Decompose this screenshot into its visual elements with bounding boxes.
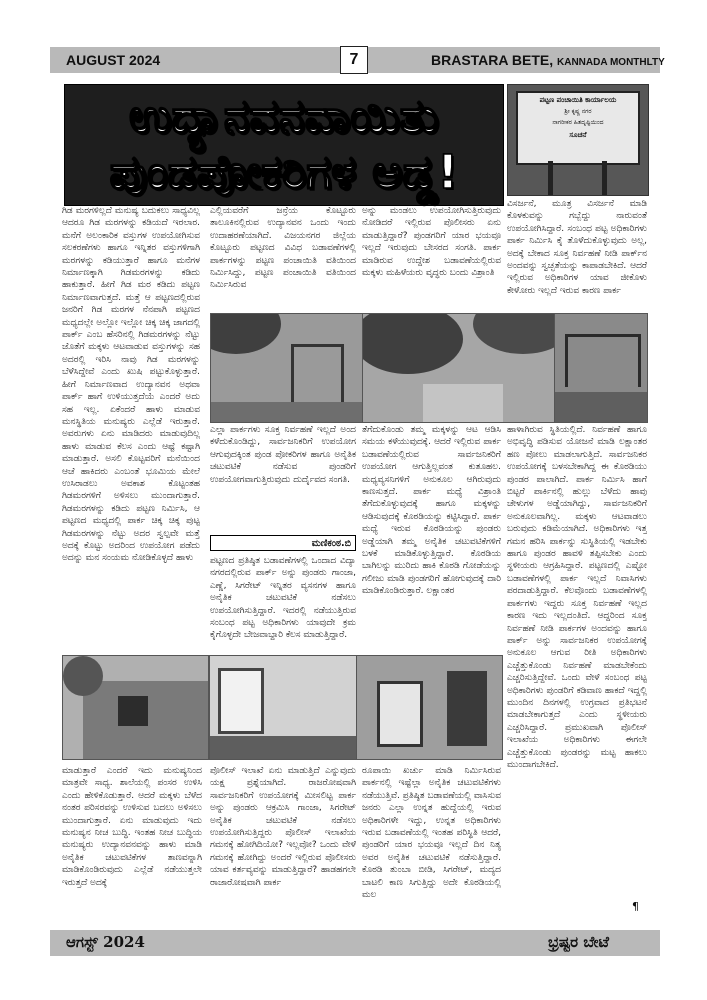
article-col1-top: ಗಿಡ ಮರಗಳಿಲ್ಲದೆ ಮನುಷ್ಯ ಬದುಕಲು ಸಾಧ್ಯವಿಲ್ಲ ಆದರೂ ಗಿಡ ಮರಗಳನ್ನು ಕಡಿಯದೆ ಇರಲಾರ. ಮನೆಗೆ ಅಲಂಕಾರಿಕ ವಸ್ತುಗಳ ಉಪಯೋಗಿಸುವ ಸಲಕರಣೆಗಳು ಹಾಗೂ ಇನ್ನಿತರ ವಸ್ತುಗಳಿಗಾಗಿ ಮರಗಳನ್ನು ಕಡಿಯುತ್ತಾರೆ ಹಾಗೂ ಮನೆಗಳ ನಿರ್ಮಾಣಕ್ಕಾಗಿ ಗಿಡಮರಗಳನ್ನು ಕಡಿದು ಹಾಕುತ್ತಾರೆ. ಹೀಗೆ ಗಿಡ ಮರ ಕಡಿದು ಪಟ್ಟಣ ನಿರ್ಮಾಣವಾಗುತ್ತದೆ. ಮತ್ತೆ ಆ ಪಟ್ಟಣದಲ್ಲಿರುವ ಜನರಿಗೆ ಗಿಡ ಮರಗಳ ನೆನಪಾಗಿ ಪಟ್ಟಣದ ಮಧ್ಯದಲ್ಲೇ ಅಲ್ಲೋ ಇಲ್ಲೋ ಚಿಕ್ಕ ಚಿಕ್ಕ ಜಾಗದಲ್ಲಿ ಪಾರ್ಕ್ ಎಂಬ ಹೆಸರಿನಲ್ಲಿ ಗಿಡಮರಗಳನ್ನು ನೆಟ್ಟು ಜೊತೆಗೆ ಮಕ್ಕಳು ಆಟವಾಡುವ ವಸ್ತುಗಳನ್ನು ಸಹ ಅದರಲ್ಲಿ ಇರಿಸಿ ನಾವು ಗಿಡ ಮರಗಳನ್ನು ಬೆಳೆಸಿದ್ದೇವೆ ಎಂದು ಖುಷಿ ಪಟ್ಟುಕೊಳ್ಳುತ್ತಾರೆ. ಹೀಗೆ ನಿರ್ಮಾಣವಾದ ಉದ್ಯಾನವನ ಅಥವಾ ಪಾರ್ಕ್ ಹಾಗೆ ಉಳಿಯುತ್ತದೆಯೆ ಎಂದರೆ ಅದು ಸಹ ಇಲ್ಲ. ಏಕೆಂದರೆ ಹಾಳು ಮಾಡುವ ಮನಸ್ಥಿತಿಯ ಮನುಷ್ಯರು ಎಲ್ಲೆಡೆ ಇರುತ್ತಾರೆ. ಅವರುಗಳು ಏನು ಮಾಡಿದರು ಮಾಡುವುದಿಲ್ಲ ಹಾಳು ಮಾಡುವ ಕೆಲಸ ಎಂದು ಆಷ್ಟೆ ಕಷ್ಟಾಗಿ ಮಾಡುತ್ತಾರೆ. ಅಸಲಿ ಕೊಟ್ಟವರಿಗೆ ಮನೆಯಿಂದ ಆಚೆ ಹಾಕಿದರು ಎಂಬಂತೆ ಭೂಮಿಯ ಮೇಲೆ ಉಸಿರಾಡಲು ಅವಕಾಶ ಕೊಟ್ಟಂತಹ ಗಿಡಮರಗಳಿಗೆ ಅಳಿಸಲು ಮುಂದಾಗುತ್ತಾರೆ. ಗಿಡಮರಗಳನ್ನು ಕಡಿದು ಪಟ್ಟಣ ನಿರ್ಮಿಸಿ, ಆ ಪಟ್ಟಣದ ಮಧ್ಯದಲ್ಲಿ ಪಾರ್ಕ ಚಿಕ್ಕ ಚಿಕ್ಕ ಪುಟ್ಟ ಗಿಡಮರಗಳನ್ನು ನೆಟ್ಟು ಅದರ ಸ್ವಲ್ಪವೇ ಮತ್ತೆ ಅದಕ್ಕೆ ಕೊಟ್ಟು ಅದರಿಂದ ಉಪಯೋಗ ಪಡೆದು ಅದನ್ನು ಮನ ಸಂಯಮ ನೋಡಿಕೊಳ್ಳದೆ ಹಾಳು	[62, 206, 200, 564]
article-col2-top: ಎಲ್ಲಿಯವರೆಗೆ ಜನ್ರೆಯ ಕೊಟ್ಟೂರು ತಾಲೂಕಿನಲ್ಲಿರುವ ಉದ್ಯಾನವನ ಒಂದು ಇಂದು ಉದಾಹರಣೆಯಾಗಿದೆ. ವಿಜಯನಗರ ಜಿಲ್ಲೆಯ ಕೊಟ್ಟೂರು ಪಟ್ಟಣದ ವಿವಿಧ ಬಡಾವಣೆಗಳಲ್ಲಿ ಪಾರ್ಕಗಳನ್ನು ಪಟ್ಟಣ ಪಂಚಾಯಿತಿ ವತಿಯಿಂದ ನಿರ್ಮಿಸಿದ್ದು, ಪಟ್ಟಣ ಪಂಚಾಯಿತಿ ವತಿಯಿಂದ ನಿರ್ಮಿಸಿರುವ	[210, 206, 356, 291]
byline-box	[210, 535, 356, 551]
signboard	[516, 91, 640, 165]
article-col3-top: ಅನ್ನು ಮಂಡಲು ಉಪಯೋಗಿಸುತ್ತಿರುವುದು ನೋಡಿದರೆ ಇಲ್ಲಿರುವ ಪೊಲೀಸರು ಏನು ಮಾಡುತ್ತಿದ್ದಾರೆ? ಪುಂಡಗರಿಗೆ ಯಾರ ಭಯವೂ ಇಲ್ಲದೆ ಇರುವುದು ಬೇಸರದ ಸಂಗತಿ. ಪಾರ್ಕ ಮಾಡಿರುವ ಉದ್ದೇಶ ಬಡಾವಣೆಯಲ್ಲಿರುವ ಮಕ್ಕಳು ಮಹಿಳೆಯರು ವೃದ್ಧರು ಬಂದು ವಿಶ್ರಾಂತಿ	[362, 206, 501, 279]
sign-line-3: ನಾಗರೀಕರ ಹಿತದೃಷ್ಟಿಯಿಂದ	[552, 119, 604, 126]
ground	[211, 402, 363, 422]
tree	[473, 313, 556, 354]
sign-line-2: ಶ್ರೀ ಕೃಷ್ಣ ನಗರ	[564, 108, 592, 115]
article-col3-mid: ತೆಗೆದುಕೊಂಡು ತಮ್ಮ ಮಕ್ಕಳನ್ನು ಆಟ ಆಡಿಸಿ ಸಮಯ ಕಳೆಯುವುದಕ್ಕೆ. ಆದರೆ ಇಲ್ಲಿರುವ ಪಾರ್ಕ ಬಡಾವಣೆಯಲ್ಲಿರುವ ಸಾರ್ವಜನಿಕರಿಗೆ ಉಪಯೋಗ ಆಗುತ್ತಿಲ್ಲವಂತ ಕುತೂಹಲ. ಮಧ್ಯವ್ಯಸನಿಗಳಿಗೆ ಅನುಕೂಲ ಆಗಿರುವುದು ಕಾಣಸುತ್ತದೆ. ಪಾರ್ಕ ಮಧ್ಯೆ ವಿಶ್ರಾಂತಿ ತೆಗೆದುಕೊಳ್ಳುವುದಕ್ಕೆ ಹಾಗೂ ಮಕ್ಕಳನ್ನು ಆಡಿಸುವುದಕ್ಕೆ ಕೊಠಡಿಯನ್ನು ಕಟ್ಟಿಸಿದ್ದಾರೆ. ಪಾರ್ಕ ಮಧ್ಯೆ ಇರುವ ಕೊಠಡಿಯನ್ನು ಪುಂಡರು ಅಡ್ಡೆಯಾಗಿ ತಮ್ಮ ಅನೈತಿಕ ಚಟುವಟಿಕೆಗಳಿಗೆ ಬಳಕೆ ಮಾಡಿಕೊಳ್ಳುತ್ತಿದ್ದಾರೆ. ಕೊಠಡಿಯ ಬಾಗಿಲನ್ನು ಮುರಿದು ಹಾಕಿ ಕೊಠಡಿ ಗೋಡೆಯನ್ನು ಗಲೀಜು ಮಾಡಿ ಪುಂಡಗರಿಗೆ ಹೋಗುವುದಕ್ಕೆ ದಾರಿ ಮಾಡಿಕೊಂಡಿರುತ್ತಾರೆ. ಲಕ್ಷಾಂತರ	[362, 425, 501, 597]
article-col2-bot: ಪೊಲೀಸ್ ಇಲಾಖೆ ಏನು ಮಾಡುತ್ತಿದೆ ಎನ್ನುವುದು ಯಕ್ಷ ಪ್ರಶ್ನೆಯಾಗಿದೆ. ರಾಜರೋಷವಾಗಿ ಸಾರ್ವಜನಿಕರಿಗೆ ಉಪಯೋಗಕ್ಕೆ ಮೀಸಲಿಟ್ಟ ಪಾರ್ಕ ಅನ್ನು ಪುಂಡರು ಆಕ್ರಮಿಸಿ ಗಾಂಜಾ, ಸಿಗರೇಟ್ ಅನೈತಿಕ ಚಟುವಟಿಕೆ ನಡೆಸಲು ಉಪಯೋಗಿಸುತ್ತಿದ್ದರು ಪೊಲೀಸ್ ಇಲಾಖೆಯ ಗಮನಕ್ಕೆ ಹೋಗಿದಿಯೋ? ಇಲ್ಲವೋ? ಒಂದು ವೇಳೆ ಗಮನಕ್ಕೆ ಹೋಗಿದ್ದು ಅಂದರೆ ಇಲ್ಲಿರುವ ಪೊಲೀಸರು ಯಾವ ಕರ್ತವ್ಯವನ್ನು ಮಾಡುತ್ತಿದ್ದಾರೆ? ಹಾಡಹಗಲೇ ರಾಜಾರೋಷವಾಗಿ ಪಾರ್ಕ	[210, 766, 356, 888]
ground	[555, 392, 647, 422]
headline-box	[64, 84, 504, 206]
footer-date: ಆಗಸ್ಟ್ 2024	[66, 933, 145, 951]
building-window	[118, 696, 148, 726]
tree	[210, 313, 281, 354]
park-swing-photo	[210, 313, 364, 423]
sign-line-4: ಸೂಚನೆ	[569, 131, 587, 139]
swing-bar	[291, 344, 344, 347]
doorway	[447, 671, 487, 746]
building-exterior-photo	[62, 655, 209, 760]
page-number: 7	[340, 46, 368, 74]
walking-path	[423, 384, 503, 422]
article-col1-bot: ಮಾಡುತ್ತಾರೆ ಎಂದರೆ ಇದು ಮನುಷ್ಯನಿಂದ ಮಾತ್ರವೇ ಸಾಧ್ಯ. ಶಾಲೆಯಲ್ಲಿ ಪಂಸರ ಉಳಿಸಿ ಎಂದು ಹೇಳಿಕೊಡುತ್ತಾರೆ. ಆದರೆ ಮಕ್ಕಳು ಬೆಳೆದ ನಂತರ ಪರಿಸರವನ್ನು ಉಳಿಸುವ ಬದಲು ಅಳಿಸಲು ಮುಂದಾಗುತ್ತಾರೆ. ಏನು ಮಾಡುವುದು ಇದು ಮನುಷ್ಯನ ನೀಚ ಬುದ್ಧಿ. ಇಂತಹ ನೀಚ ಬುದ್ಧಿಯ ಮನುಷ್ಯರು ಉದ್ಯಾನವನವನ್ನು ಹಾಳು ಮಾಡಿ ಅನೈತಿಕ ಚಟುವಟಿಕೆಗಳ ತಾಣವನ್ನಾಗಿ ಮಾಡಿಕೊಂಡಿರುವುದು ಎಲ್ಲೆಡೆ ನಡೆಯುತ್ತಲೇ ಇರುತ್ತದೆ ಅದಕ್ಕೆ	[62, 766, 202, 888]
end-mark: ¶	[632, 900, 639, 913]
damaged-room-photo	[356, 655, 503, 760]
article-col3-bot: ರೂಪಾಯಿ ಖರ್ಚು ಮಾಡಿ ನಿರ್ಮಿಸಿರುವ ಪಾರ್ಕನಲ್ಲಿ ಇಷ್ಟೆಲ್ಲಾ ಅನೈತಿಕ ಚಟುವಟಿಕೆಗಳು ನಡೆಯುತ್ತಿವೆ. ಪ್ರತಿಷ್ಠಿತ ಬಡಾವಣೆಯಲ್ಲಿ ವಾಸಿಸುವ ಜನರು ಎಲ್ಲಾ ಉನ್ನತ ಹುದ್ದೆಯಲ್ಲಿ ಇರುವ ಅಧಿಕಾರಿಗಳೇ ಇದ್ದು, ಉನ್ನತ ಅಧಿಕಾರಿಗಳು ಇರುವ ಬಡಾವಣೆಯಲ್ಲಿ ಇಂತಹ ಪರಿಸ್ಥಿತಿ ಆದರೆ, ಪುಂಡರಿಗೆ ಯಾರ ಭಯವೂ ಇಲ್ಲದೆ ದಿನ ನಿತ್ಯ ಅವರ ಅನೈತಿಕ ಚಟುವಟಿಕೆ ನಡೆಸುತ್ತಿದ್ದಾರೆ. ಕೊಠಡಿ ತುಂಬಾ ಬೀಡಿ, ಸಿಗರೇಟ್, ಮದ್ಯದ ಬಾಟಲಿ ಕಾಣ ಸಿಗುತ್ತಿದ್ದು ಅದೇ ಕೊಠಡಿಯಲ್ಲಿ ಮಲ	[362, 766, 501, 901]
park-path-photo	[362, 313, 556, 423]
sign-post	[548, 161, 553, 195]
sign-title: ಪಟ್ಟಣ ಪಂಚಾಯಿತಿ ಕಾರ್ಯಾಲಯ	[539, 96, 617, 104]
sign-post	[602, 161, 607, 195]
room-interior-photo	[209, 655, 358, 760]
article-col4-top: ವಿಸರ್ಜನೆ, ಮೂತ್ರ ವಿಸರ್ಜನೆ ಮಾಡಿ ಕೊಳಕುವನ್ನು ಗಬ್ಬೆದ್ದು ನಾರುವಂತೆ ಉಪಯೋಗಿಸಿದ್ದಾರೆ. ಸಂಬಂಧ ಪಟ್ಟ ಅಧಿಕಾರಿಗಳು ಪಾರ್ಕ ನಿರ್ಮಿಸಿ ಕೈ ತೊಳೆದುಕೊಳ್ಳುವುದು ಅಲ್ಲ, ಅದಕ್ಕೆ ಬೇಕಾದ ಸೂಕ್ತ ನಿರ್ವಹಣೆ ನೀಡಿ ಪಾರ್ಕ್‌ನ ಅಂದವನ್ನು ಸ್ವಚ್ಛತೆಯನ್ನು ಕಾಪಾಡಬೇಕಿದೆ. ಆದರೆ ಇಲ್ಲಿರುವ ಅಧಿಕಾರಿಗಳ ಯಾವ ಜೀಕೊಳು ಕೇಳೋರು ಇಲ್ಲದೆ ಇರುವ ಕಾರಣ ಪಾರ್ಕ	[507, 199, 647, 296]
broken-window	[377, 681, 423, 747]
article-col4-mid: ಹಾಳಾಗಿರುವ ಸ್ಥಿತಿಯಲ್ಲಿದೆ. ನಿರ್ವಹಣೆ ಹಾಗೂ ಅಭಿವೃದ್ಧಿ ಪಡಿಸುವ ಯೋಜನೆ ಮಾಡಿ ಲಕ್ಷಾಂತರ ಹಣ ಪೋಲು ಮಾಡಲಾಗುತ್ತಿದೆ. ಸಾರ್ವಜನಿಕರ ಉಪಯೋಗಕ್ಕೆ ಬಳಸಬೇಕಾಗಿದ್ದ ಈ ಕೊಠಡಿಯು ಪುಂಡರ ಪಾಲಾಗಿದೆ. ಪಾರ್ಕ ನಿರ್ಮಿಸಿ ಹಾಗೆ ಬಿಟ್ಟರೆ ಪಾರ್ಕಿನಲ್ಲಿ ಹುಲ್ಲು ಬೆಳೆದು ಹಾವು ಚೇಳುಗಳ ಅಡ್ಡೆಯಾಗಿದ್ದು, ಸಾರ್ವಜನಿಕರಿಗೆ ಅನುಕೂಲವಾಗಿಲ್ಲ. ಮಕ್ಕಳು ಆಟವಾಡಲು ಬರುವುದು ಕಡಿಮೆಯಾಗಿದೆ. ಅಧಿಕಾರಿಗಳು ಇತ್ತ ಗಮನ ಹರಿಸಿ ಪಾರ್ಕನ್ನು ಸುಸ್ಥಿತಿಯಲ್ಲಿ ಇಡಬೇಕು ಹಾಗೂ ಪುಂಡರ ಹಾವಳಿ ತಪ್ಪಿಸಬೇಕು ಎಂದು ಸ್ಥಳೀಯರು ಆಗ್ರಹಿಸಿದ್ದಾರೆ. ಪಟ್ಟಣದಲ್ಲಿ ಎಷ್ಟೋ ಬಡಾವಣೆಗಳಲ್ಲಿ ಪಾರ್ಕ ಇಲ್ಲದೆ ನಿವಾಸಿಗಳು ಪರದಾಡುತ್ತಿದ್ದಾರೆ. ಕೆಲವೊಂದು ಬಡಾವಣೆಗಳಲ್ಲಿ ಪಾರ್ಕಗಳು ಇದ್ದರು ಸೂಕ್ತ ನಿರ್ವಹಣೆ ಇಲ್ಲದ ಕಾರಣ ಇದು ಇಲ್ಲದಂತಿದೆ. ಆದ್ದರಿಂದ ಸೂಕ್ತ ನಿರ್ವಹಣೆ ನೀಡಿ ಪಾರ್ಕಗಳ ಅಂದವನ್ನು ಹಾಗೂ ಪಾರ್ಕ್ ಅನ್ನು ಸಾರ್ವಜನಿಕರ ಉಪಯೋಗಕ್ಕೆ ಅನುಕೂಲ ಆಗುವ ರೀತಿ ಅಧಿಕಾರಿಗಳು ಎಚ್ಚೆತ್ತುಕೊಂಡು ನಿರ್ವಹಣೆ ಮಾಡಬೇಕೆಂದು ಎಚ್ಚರಿಸುತ್ತಿದ್ದೇವೆ. ಒಂದು ವೇಳೆ ಸಂಬಂಧ ಪಟ್ಟ ಅಧಿಕಾರಿಗಳು ಪುಂಡರಿಗೆ ಕಡಿವಾಣ ಹಾಕದೆ ಇದ್ದಲ್ಲಿ ಮುಂದಿನ ದಿನಗಳಲ್ಲಿ ಉಗ್ರವಾದ ಪ್ರತಿಭಟನೆ ಮಾಡಬೇಕಾಗುತ್ತದೆ ಎಂದು ಸ್ಥಳೀಯರು ಎಚ್ಚರಿಸಿದ್ದಾರೆ. ಪ್ರಮುಖವಾಗಿ ಪೊಲೀಸ್ ಇಲಾಖೆಯ ಅಧಿಕಾರಿಗಳು ಈಗಲೇ ಎಚ್ಚೆತ್ತುಕೊಂಡು ಪುಂಡರನ್ನು ಮಟ್ಟ ಹಾಕಲು ಮುಂದಾಗಬೇಕಿದೆ.	[507, 425, 647, 770]
header-month: AUGUST 2024	[66, 52, 161, 68]
tree	[63, 656, 103, 696]
footer-title: ಭ್ರಷ್ಟರ ಬೇಟೆ	[548, 933, 609, 951]
park-playset-photo	[554, 313, 648, 423]
article-col2-mid: ಎಲ್ಲಾ ಪಾರ್ಕಗಳು ಸೂಕ್ತ ನಿರ್ವಹಣೆ ಇಲ್ಲದೆ ಅಂದ ಕಳೆದುಕೊಂಡಿದ್ದು, ಸಾರ್ವಜನಿಕರಿಗೆ ಉಪಯೋಗ ಆಗುವುದಕ್ಕಿಂತ ಪುಂಡ ಪೋಕರಿಗಳ ಹಾಗೂ ಅನೈತಿಕ ಚಟುವಟಿಕೆ ನಡೆಸುವ ಪುಂಡರಿಗೆ ಉಪಯೋಗವಾಗುತ್ತಿರುವುದು ದುರ್ದೈವದ ಸಂಗತಿ.	[210, 425, 356, 485]
climbing-frame	[565, 334, 641, 387]
headline-line-2: ಪುಂಡಪೋಕರಿಗಳ ಅಡ್ಡ!	[109, 145, 459, 199]
room-window	[218, 668, 264, 734]
header-publication: BRASTARA BETE, KANNADA MONTHLTY	[431, 52, 665, 68]
signboard-photo	[507, 84, 649, 196]
article-col2-after: ಪಟ್ಟಣದ ಪ್ರತಿಷ್ಠಿತ ಬಡಾವಣೆಗಳಲ್ಲಿ ಒಂದಾದ ವಿದ್ಯಾ ನಗರದಲ್ಲಿರುವ ಪಾರ್ಕ್ ಅನ್ನು ಪುಂಡರು ಗಾಂಜಾ, ಎಣ್ಣೆ, ಸಿಗರೇಟ್ ಇನ್ನಿತರ ವ್ಯಸನಗಳ ಹಾಗೂ ಅನೈತಿಕ ಚಟುವಟಿಕೆ ನಡೆಸಲು ಉಪಯೋಗಿಸುತ್ತಿದ್ದಾರೆ. ಇದರಲ್ಲಿ ನಡೆಯುತ್ತಿರುವ ಸಂಬಂಧ ಪಟ್ಟ ಅಧಿಕಾರಿಗಳು ಯಾವುದೇ ಕ್ರಮ ಕೈಗೊಳ್ಳದೇ ಬೇಜವಾಬ್ದಾರಿ ಕೆಲಸ ಮಾಡುತ್ತಿದ್ದಾರೆ.	[210, 556, 356, 641]
headline-line-1: ಉದ್ಯಾನವನವಾಯಿತು	[129, 89, 439, 143]
tree	[362, 313, 463, 374]
byline-author: ಮಣಿಕಂಠ.ಬಿ	[311, 538, 351, 549]
room-floor	[210, 736, 357, 759]
